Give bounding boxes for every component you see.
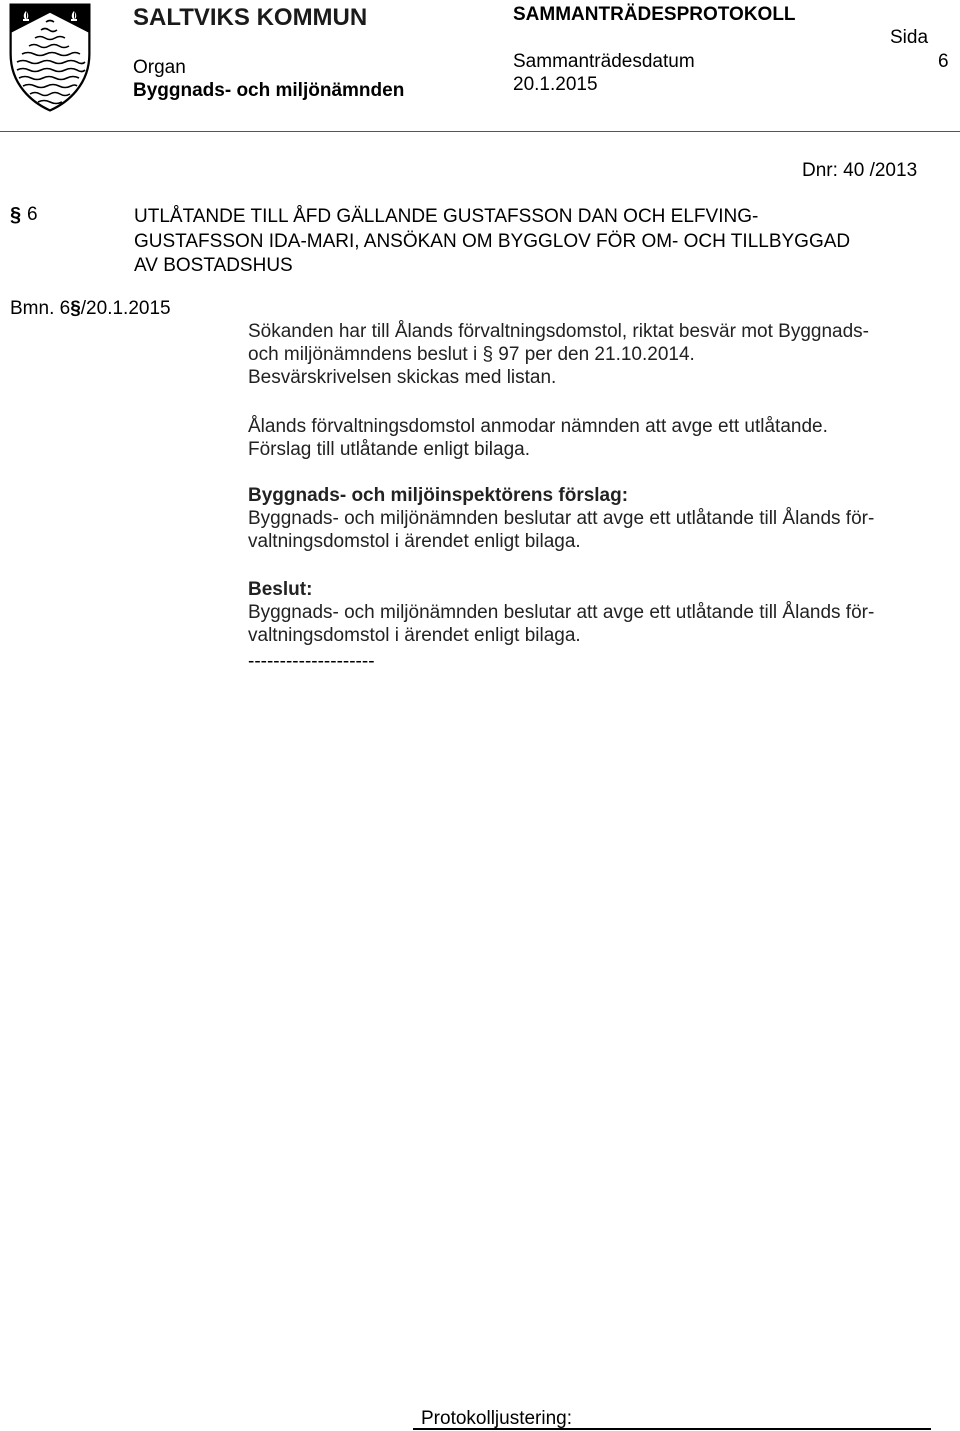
- bmn-reference: [10, 298, 171, 320]
- paragraph-line: valtningsdomstol i ärendet enligt bilaga.: [248, 625, 581, 646]
- meeting-date-value: 20.1.2015: [513, 74, 598, 95]
- paragraph-decision: [248, 578, 874, 647]
- protocol-title: SAMMANTRÄDESPROTOKOLL: [513, 4, 796, 25]
- paragraph-line: Byggnads- och miljönämnden beslutar att avge ett utlåtande till Ålands för-: [248, 508, 875, 529]
- paragraph-line: Byggnads- och miljönämnden beslutar att avge ett utlåtande till Ålands för-: [248, 602, 875, 623]
- paragraph-line: Sökanden har till Ålands förvaltningsdomstol, riktat besvär mot Byggnads-: [248, 321, 869, 342]
- bmn-section-sign: §: [70, 298, 81, 319]
- bmn-date: /20.1.2015: [80, 298, 171, 319]
- dnr-reference: Dnr: 40 /2013: [802, 160, 918, 181]
- paragraph-line: Förslag till utlåtande enligt bilaga.: [248, 439, 531, 460]
- paragraph-line: Besvärskrivelsen skickas med listan.: [248, 367, 557, 388]
- bmn-prefix: Bmn. 6: [10, 298, 71, 319]
- section-sign-icon: §: [10, 204, 22, 226]
- item-title-line: UTLÅTANDE TILL ÅFD GÄLLANDE GUSTAFSSON DAN OCH ELFVING-: [134, 206, 759, 227]
- paragraph-line: valtningsdomstol i ärendet enligt bilaga.: [248, 531, 581, 552]
- municipality-name: SALTVIKS KOMMUN: [133, 4, 368, 31]
- organ-label: Organ: [133, 57, 186, 78]
- item-number: 6: [27, 204, 38, 225]
- signature-line: [413, 1428, 931, 1430]
- coat-of-arms-icon: [8, 2, 92, 112]
- organ-name: Byggnads- och miljönämnden: [133, 80, 405, 101]
- paragraph-proposal: [248, 484, 874, 553]
- decision-heading: Beslut:: [248, 579, 313, 600]
- item-title-line: AV BOSTADSHUS: [134, 255, 293, 276]
- paragraph-complaint: [248, 320, 869, 389]
- paragraph-line: och miljönämndens beslut i § 97 per den 21.10.2014.: [248, 344, 695, 365]
- page-number: 6: [938, 51, 949, 72]
- paragraph-request: [248, 415, 828, 461]
- meeting-date-label: Sammanträdesdatum: [513, 51, 695, 72]
- page-label: Sida: [890, 27, 929, 48]
- proposal-heading: Byggnads- och miljöinspektörens förslag:: [248, 485, 629, 506]
- protocol-verification-label: Protokolljustering:: [421, 1408, 573, 1429]
- header-divider: [0, 131, 960, 132]
- dash-separator: --------------------: [248, 651, 375, 672]
- item-title: [134, 205, 850, 279]
- paragraph-line: Ålands förvaltningsdomstol anmodar nämnden att avge ett utlåtande.: [248, 416, 828, 437]
- item-title-line: GUSTAFSSON IDA-MARI, ANSÖKAN OM BYGGLOV FÖR OM- OCH TILLBYGGAD: [134, 230, 851, 252]
